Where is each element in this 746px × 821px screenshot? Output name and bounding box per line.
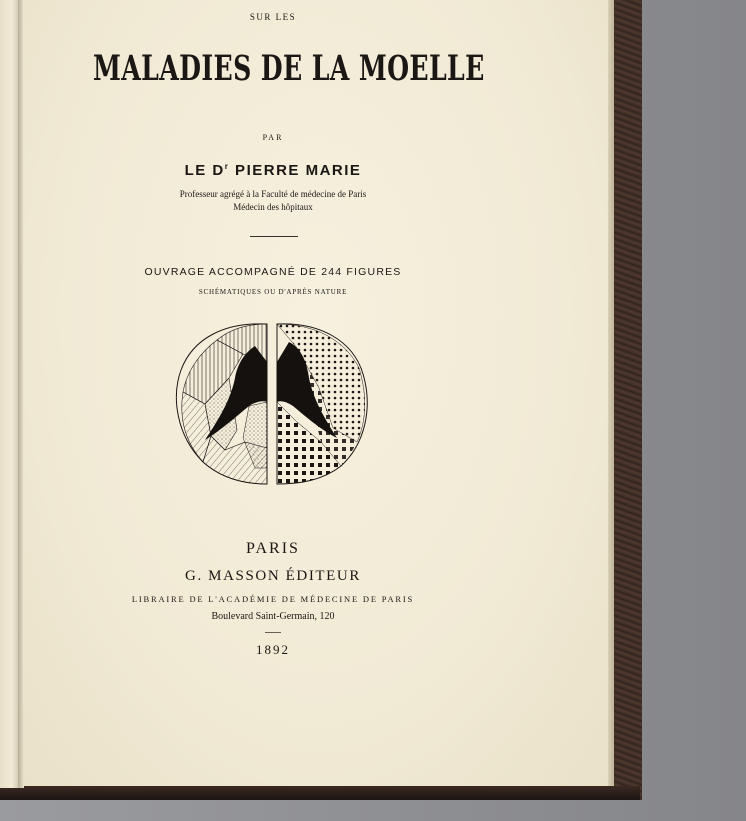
author-affiliation-1: Professeur agrégé à la Faculté de médecine de Paris (179, 189, 367, 199)
page-fore-edge (608, 0, 614, 786)
figures-subnote: SCHÉMATIQUES OU D'APRÈS NATURE (198, 288, 348, 296)
figures-note: OUVRAGE ACCOMPAGNÉ DE 244 FIGURES (144, 266, 402, 278)
publisher-name: G. MASSON ÉDITEUR (185, 568, 361, 584)
small-divider (265, 632, 281, 633)
publisher-address: Boulevard Saint-Germain, 120 (211, 611, 335, 622)
book-title: MALADIES DE LA MOELLE (93, 48, 485, 89)
author-superscript: r (224, 162, 230, 171)
cover-bottom-edge (0, 786, 640, 800)
left-page-edge (0, 0, 20, 788)
author-surname: PIERRE MARIE (229, 162, 362, 179)
author-affiliation-2: Médecin des hôpitaux (233, 202, 313, 212)
spinal-cord-diagram-icon (165, 318, 385, 488)
divider-rule (250, 236, 298, 237)
publication-year: 1892 (256, 642, 290, 657)
publication-city: PARIS (246, 540, 300, 557)
by-line: PAR (262, 133, 284, 142)
title-prefix: SUR LES (249, 12, 297, 22)
author-prefix: LE D (184, 162, 225, 179)
left-hemicord (176, 324, 267, 484)
author-name (23, 162, 523, 179)
publisher-description: LIBRAIRE DE L'ACADÉMIE DE MÉDECINE DE PARIS (131, 594, 415, 604)
right-hemicord (277, 324, 367, 484)
title-page (23, 0, 610, 786)
